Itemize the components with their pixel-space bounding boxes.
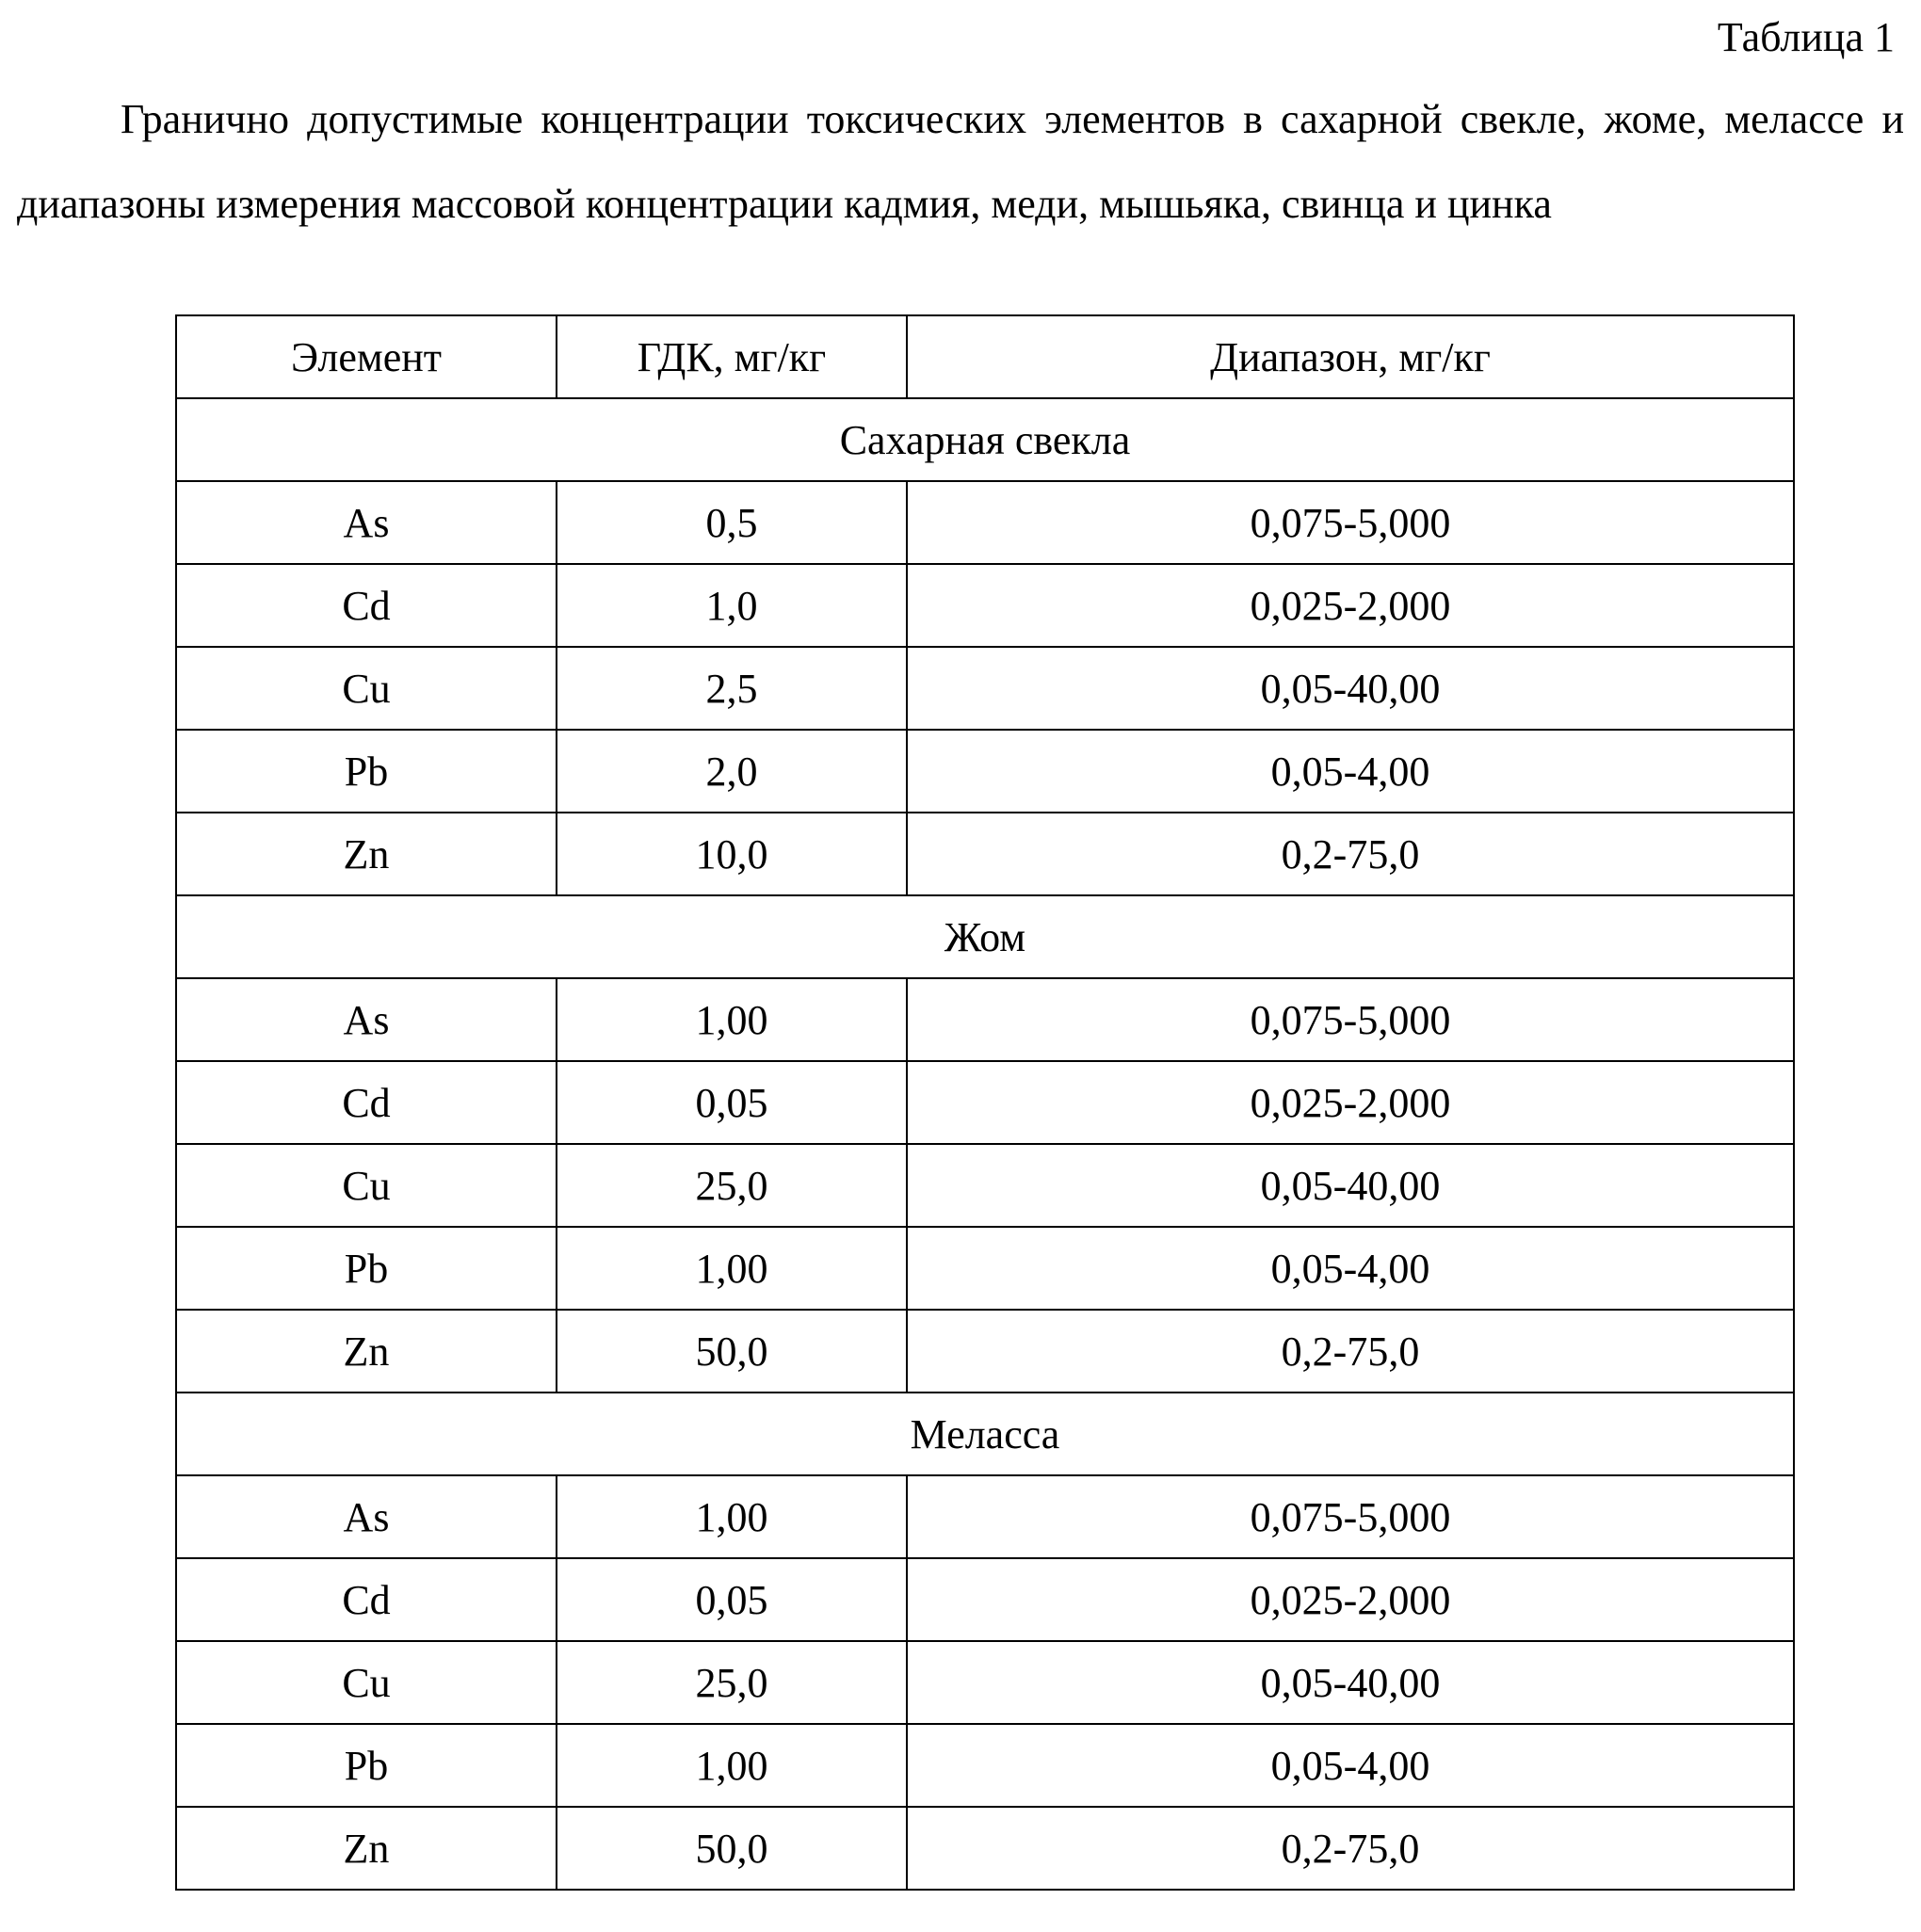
cell-element: Pb [176,1724,557,1807]
cell-element: Cd [176,564,557,647]
table-row [176,1558,1794,1641]
table-row [176,647,1794,730]
cell-element: Cu [176,647,557,730]
cell-gdk: 2,5 [557,647,907,730]
table-row [176,1807,1794,1890]
cell-element: Pb [176,1227,557,1310]
table-row [176,1061,1794,1144]
cell-gdk: 0,05 [557,1061,907,1144]
cell-gdk: 50,0 [557,1807,907,1890]
cell-element: As [176,481,557,564]
cell-element: Cu [176,1641,557,1724]
cell-gdk: 10,0 [557,813,907,895]
section-header-row [176,895,1794,978]
table-row [176,978,1794,1061]
cell-range: 0,2-75,0 [907,1310,1794,1393]
section-header-row [176,398,1794,481]
cell-element: Cd [176,1061,557,1144]
cell-range: 0,05-4,00 [907,1227,1794,1310]
cell-range: 0,2-75,0 [907,1807,1794,1890]
section-header-row [176,1393,1794,1475]
table-row [176,481,1794,564]
cell-gdk: 25,0 [557,1144,907,1227]
cell-range: 0,05-40,00 [907,647,1794,730]
table-row [176,1724,1794,1807]
cell-gdk: 1,00 [557,1475,907,1558]
cell-gdk: 25,0 [557,1641,907,1724]
cell-gdk: 1,00 [557,1724,907,1807]
cell-element: As [176,1475,557,1558]
table-row [176,1227,1794,1310]
cell-range: 0,075-5,000 [907,481,1794,564]
cell-element: Zn [176,1807,557,1890]
section-title-pulp: Жом [176,895,1794,978]
table-row [176,1475,1794,1558]
table-caption: Гранично допустимые концентрации токсических элементов в сахарной свекле, жоме, мелассе и диапазоны измерения массовой концентрации кадмия, меди, мышьяка, свинца и цинка [17,77,1904,247]
cell-gdk: 1,00 [557,1227,907,1310]
table-row [176,564,1794,647]
cell-range: 0,075-5,000 [907,978,1794,1061]
cell-range: 0,05-4,00 [907,730,1794,813]
header-range: Диапазон, мг/кг [907,315,1794,398]
cell-range: 0,05-40,00 [907,1641,1794,1724]
table-row [176,730,1794,813]
cell-range: 0,075-5,000 [907,1475,1794,1558]
cell-element: Zn [176,813,557,895]
header-gdk: ГДК, мг/кг [557,315,907,398]
table-row [176,1641,1794,1724]
cell-element: Cu [176,1144,557,1227]
section-title-sugar-beet: Сахарная свекла [176,398,1794,481]
cell-element: Zn [176,1310,557,1393]
section-title-molasses: Меласса [176,1393,1794,1475]
table-row [176,1144,1794,1227]
cell-gdk: 0,05 [557,1558,907,1641]
cell-range: 0,025-2,000 [907,564,1794,647]
header-element: Элемент [176,315,557,398]
table-row [176,1310,1794,1393]
cell-element: Cd [176,1558,557,1641]
cell-gdk: 1,0 [557,564,907,647]
cell-element: Pb [176,730,557,813]
concentration-table [175,314,1795,1891]
cell-gdk: 0,5 [557,481,907,564]
cell-range: 0,05-40,00 [907,1144,1794,1227]
table-label: Таблица 1 [1718,11,1895,64]
cell-range: 0,025-2,000 [907,1558,1794,1641]
table-row [176,813,1794,895]
cell-gdk: 50,0 [557,1310,907,1393]
cell-gdk: 2,0 [557,730,907,813]
cell-range: 0,2-75,0 [907,813,1794,895]
header-row [176,315,1794,398]
cell-range: 0,025-2,000 [907,1061,1794,1144]
cell-gdk: 1,00 [557,978,907,1061]
cell-element: As [176,978,557,1061]
cell-range: 0,05-4,00 [907,1724,1794,1807]
